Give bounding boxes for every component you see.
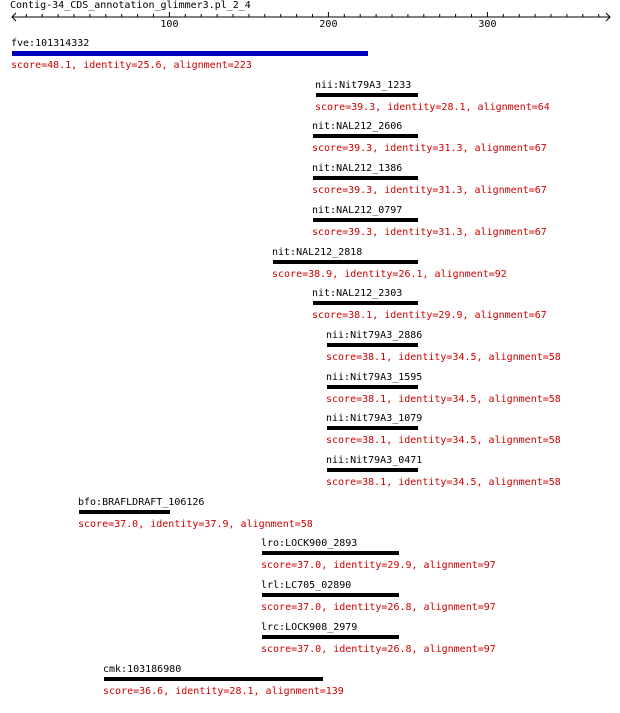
hit-name[interactable]: lrc:LOCK908_2979 — [261, 622, 358, 633]
tick-label: 100 — [160, 19, 179, 30]
hit-score: score=39.3, identity=31.3, alignment=67 — [312, 143, 547, 154]
hit-bar[interactable] — [327, 343, 418, 347]
hit-name[interactable]: bfo:BRAFLDRAFT_106126 — [78, 497, 205, 508]
highlighted-hit-bar[interactable] — [12, 51, 368, 56]
hit-bar[interactable] — [327, 468, 418, 472]
hit-score: score=37.0, identity=26.8, alignment=97 — [261, 644, 496, 655]
hit-score: score=37.0, identity=37.9, alignment=58 — [78, 519, 313, 530]
hit-name[interactable]: nii:Nit79A3_1079 — [326, 413, 423, 424]
hit-score: score=39.3, identity=31.3, alignment=67 — [312, 185, 547, 196]
hit-name[interactable]: cmk:103186980 — [103, 664, 182, 675]
hit-bar[interactable] — [262, 635, 399, 639]
hit-bar[interactable] — [327, 426, 418, 430]
hit-score: score=38.1, identity=34.5, alignment=58 — [326, 394, 561, 405]
hit-name[interactable]: lrl:LC705_02890 — [261, 580, 352, 591]
hit-name[interactable]: nit:NAL212_0797 — [312, 205, 403, 216]
diagram-title: Contig-34_CDS_annotation_glimmer3.pl_2_4 — [10, 0, 251, 11]
hit-score: score=38.1, identity=29.9, alignment=67 — [312, 310, 547, 321]
hit-bar[interactable] — [79, 510, 170, 514]
hit-score: score=48.1, identity=25.6, alignment=223 — [11, 60, 252, 71]
tick-label: 200 — [319, 19, 338, 30]
hit-bar[interactable] — [262, 551, 399, 555]
hit-score: score=38.1, identity=34.5, alignment=58 — [326, 477, 561, 488]
hit-bar[interactable] — [262, 593, 399, 597]
hit-score: score=36.6, identity=28.1, alignment=139 — [103, 686, 344, 697]
hit-score: score=38.9, identity=26.1, alignment=92 — [272, 269, 507, 280]
hit-score: score=38.1, identity=34.5, alignment=58 — [326, 352, 561, 363]
hit-score: score=39.3, identity=28.1, alignment=64 — [315, 102, 550, 113]
hit-name[interactable]: nii:Nit79A3_0471 — [326, 455, 423, 466]
hit-score: score=38.1, identity=34.5, alignment=58 — [326, 435, 561, 446]
tick-label: 300 — [478, 19, 497, 30]
hit-bar[interactable] — [313, 176, 418, 180]
hit-name[interactable]: nit:NAL212_2606 — [312, 121, 403, 132]
hit-name[interactable]: nii:Nit79A3_1595 — [326, 372, 423, 383]
hit-bar[interactable] — [104, 677, 323, 681]
hit-bar[interactable] — [316, 93, 418, 97]
hit-bar[interactable] — [273, 260, 418, 264]
hit-name[interactable]: lro:LOCK900_2893 — [261, 538, 358, 549]
hit-score: score=37.0, identity=26.8, alignment=97 — [261, 602, 496, 613]
hit-name[interactable]: nit:NAL212_2303 — [312, 288, 403, 299]
hit-bar[interactable] — [313, 134, 418, 138]
hit-bar[interactable] — [327, 385, 418, 389]
hit-name[interactable]: nit:NAL212_1386 — [312, 163, 403, 174]
hit-name[interactable]: fve:101314332 — [11, 38, 90, 49]
hit-bar[interactable] — [313, 301, 418, 305]
hit-name[interactable]: nit:NAL212_2818 — [272, 247, 363, 258]
hit-score: score=37.0, identity=29.9, alignment=97 — [261, 560, 496, 571]
hit-bar[interactable] — [313, 218, 418, 222]
hit-name[interactable]: nii:Nit79A3_1233 — [315, 80, 412, 91]
hit-name[interactable]: nii:Nit79A3_2886 — [326, 330, 423, 341]
hit-score: score=39.3, identity=31.3, alignment=67 — [312, 227, 547, 238]
